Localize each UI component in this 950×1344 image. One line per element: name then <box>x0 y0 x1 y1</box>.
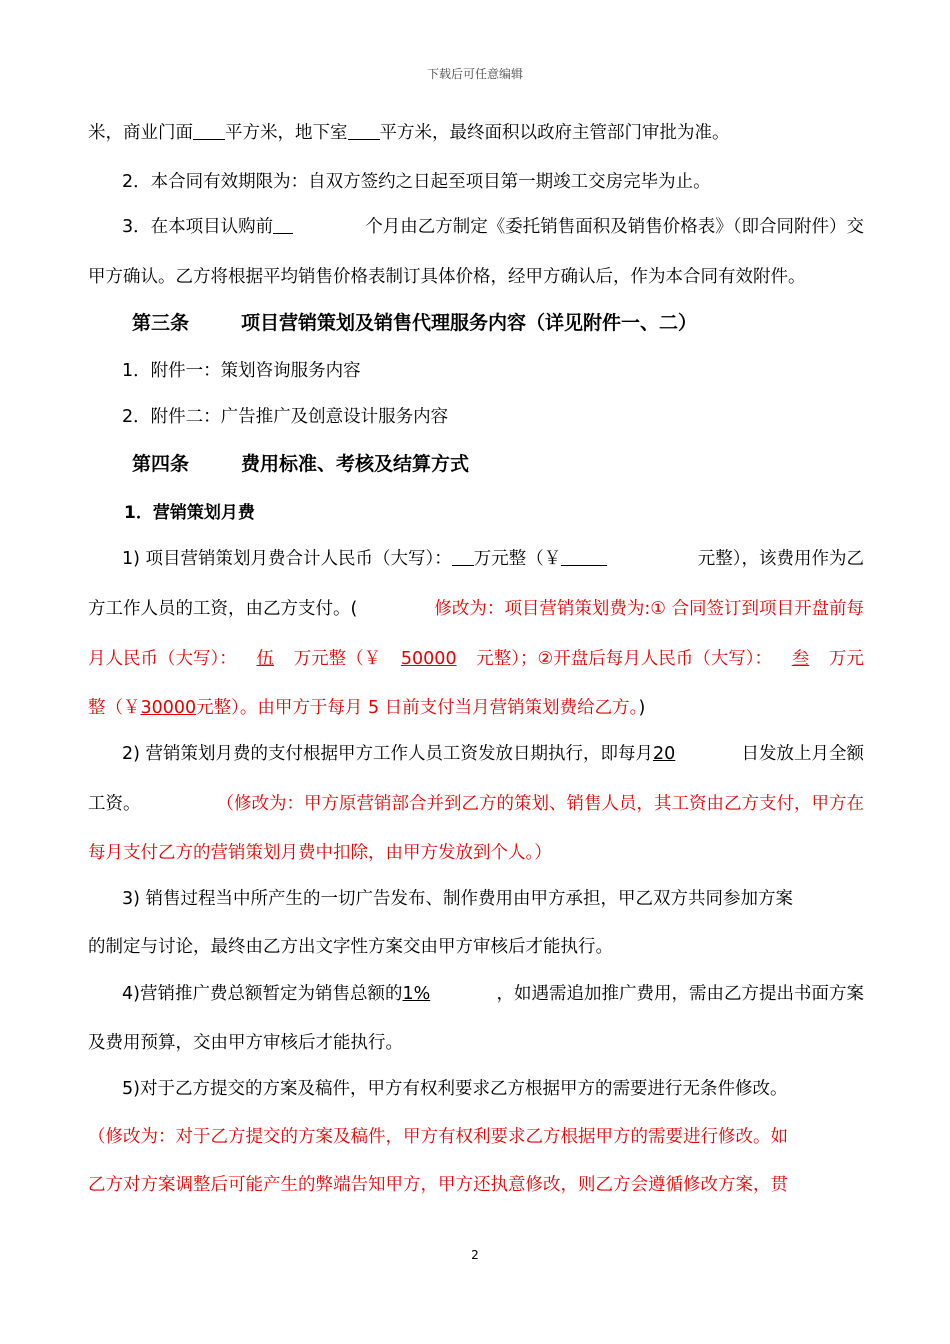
revision-text: 修改为：项目营销策划费为:① 合同签订到项目开盘前每 <box>434 599 864 619</box>
text: 平方米，最终面积以政府主管部门审批为准。 <box>379 123 730 143</box>
paragraph-line: （修改为：对于乙方提交的方案及稿件，甲方有权利要求乙方根据甲方的需要进行修改。如 <box>88 1127 788 1147</box>
amount-underlined: 50000 <box>400 649 457 669</box>
paragraph-line <box>88 741 864 767</box>
text: 4)营销推广费总额暂定为销售总额的 <box>122 984 403 1004</box>
amount-underlined: 叁 <box>791 649 810 669</box>
text: ，如遇需追加推广费用，需由乙方提出书面方案 <box>496 984 864 1004</box>
text: 3．在本项目认购前 <box>122 217 274 237</box>
text: 万元整（￥ <box>473 549 562 569</box>
blank-field <box>561 547 607 566</box>
paragraph-line <box>88 214 864 240</box>
text: 米，商业门面 <box>88 123 193 143</box>
blank-field <box>348 121 380 140</box>
paragraph-line: 2．本合同有效期限为：自双方签约之日起至项目第一期竣工交房完毕为止。 <box>122 172 711 192</box>
paragraph-line: 2．附件二：广告推广及创意设计服务内容 <box>122 407 449 427</box>
blank-field <box>452 547 474 566</box>
paragraph-line <box>88 695 864 721</box>
paragraph-line: 及费用预算，交由甲方审核后才能执行。 <box>88 1033 403 1053</box>
article-title: 项目营销策划及销售代理服务内容（详见附件一、二） <box>241 312 698 334</box>
text <box>122 214 293 240</box>
text: 工资。 <box>88 794 141 814</box>
article-heading-4 <box>132 451 862 477</box>
text <box>122 546 607 572</box>
paragraph-line <box>88 120 864 146</box>
revision-text: 月人民币（大写）： <box>88 649 237 669</box>
revision-text: 万元整（￥ <box>293 649 382 669</box>
paragraph-line: 的制定与讨论，最终由乙方出文字性方案交由甲方审核后才能执行。 <box>88 937 613 957</box>
paragraph-line: 甲方确认。乙方将根据平均销售价格表制订具体价格，经甲方确认后，作为本合同有效附件。 <box>88 267 806 287</box>
section-subheading: 1．营销策划月费 <box>124 503 255 523</box>
revision-text: 元整）；②开盘后每月人民币（大写）： <box>476 649 772 669</box>
article-number: 第四条 <box>132 453 190 475</box>
text: 日发放上月全额 <box>741 744 864 764</box>
amount-underlined: 伍 <box>256 649 274 669</box>
blank-field <box>193 121 225 140</box>
article-heading-3 <box>132 310 862 336</box>
paragraph-line <box>88 981 864 1007</box>
text <box>122 741 675 767</box>
text: 1) 项目营销策划月费合计人民币（大写）： <box>122 549 452 569</box>
text: 平方米，地下室 <box>225 123 348 143</box>
revision-text: 万元 <box>828 649 864 669</box>
revision-text: 整（￥ <box>88 698 141 718</box>
paragraph-line: 1．附件一：策划咨询服务内容 <box>122 361 361 381</box>
amount-underlined: 30000 <box>140 698 197 718</box>
revision-text: 元整）。由甲方于每月 5 日前支付当月营销策划费给乙方。 <box>196 698 639 718</box>
day-underlined: 20 <box>653 744 676 764</box>
paragraph-line <box>88 596 864 622</box>
text: 方工作人员的工资，由乙方支付。( <box>88 599 358 619</box>
paragraph-line <box>88 546 864 572</box>
text: 个月由乙方制定《委托销售面积及销售价格表》（即合同附件）交 <box>365 217 864 237</box>
paragraph-line: 3) 销售过程当中所产生的一切广告发布、制作费用由甲方承担，甲乙双方共同参加方案 <box>122 889 794 909</box>
text <box>122 981 430 1007</box>
article-number: 第三条 <box>132 312 190 334</box>
revision-text: （修改为：甲方原营销部合并到乙方的策划、销售人员，其工资由乙方支付，甲方在 <box>216 794 864 814</box>
paragraph-line: 5)对于乙方提交的方案及稿件，甲方有权利要求乙方根据甲方的需要进行无条件修改。 <box>122 1079 788 1099</box>
page-number: 2 <box>471 1248 479 1262</box>
text: 2) 营销策划月费的支付根据甲方工作人员工资发放日期执行，即每月 <box>122 744 654 764</box>
blank-field <box>273 215 293 234</box>
percent-underlined: 1% <box>402 984 431 1004</box>
paragraph-line: 乙方对方案调整后可能产生的弊端告知甲方，甲方还执意修改，则乙方会遵循修改方案，贯 <box>88 1175 788 1195</box>
paragraph-line: 每月支付乙方的营销策划月费中扣除，由甲方发放到个人。） <box>88 843 552 863</box>
paragraph-line <box>88 791 864 817</box>
text: ) <box>638 698 646 718</box>
paragraph-line <box>88 646 864 672</box>
article-title: 费用标准、考核及结算方式 <box>241 453 470 475</box>
page-header: 下载后可任意编辑 <box>426 67 523 81</box>
text: 元整），该费用作为乙 <box>697 549 864 569</box>
